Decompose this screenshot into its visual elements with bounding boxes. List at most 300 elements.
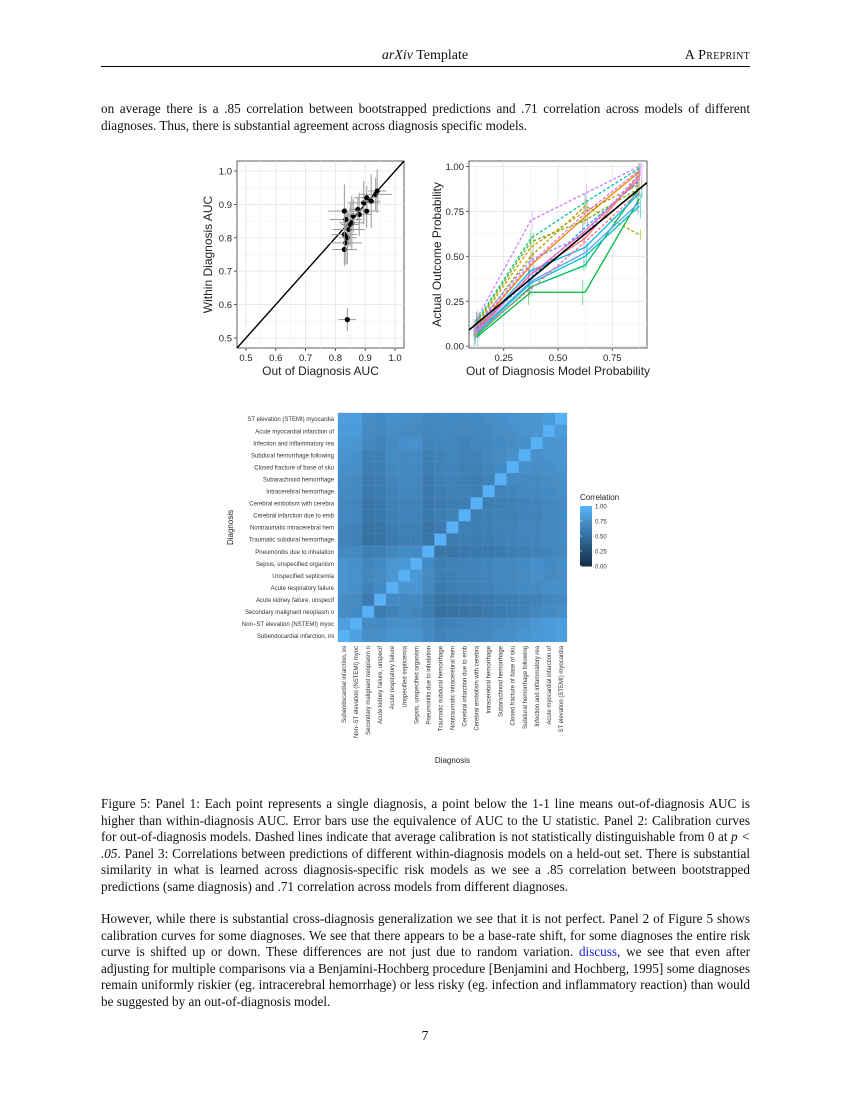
heatmap-cell	[483, 618, 495, 630]
heatmap-cell	[459, 606, 471, 618]
heatmap-row-label: Sepsis, unspecified organism	[255, 561, 334, 568]
heatmap-cell	[519, 534, 531, 546]
heatmap-cell	[446, 485, 458, 497]
heatmap-cell	[362, 461, 374, 473]
heatmap-row-label: Acute kidney failure, unspecif	[255, 597, 334, 604]
heatmap-cell	[398, 473, 410, 485]
panel1-x-tick-label: 0.9	[358, 353, 372, 364]
heatmap-cell	[446, 425, 458, 437]
heatmap-cell	[471, 473, 483, 485]
panel2-x-label: Out of Diagnosis Model Probability	[465, 364, 651, 378]
heatmap-cell	[446, 558, 458, 570]
heatmap-cell	[362, 558, 374, 570]
heatmap-cell	[350, 425, 362, 437]
panel1-y-tick-label: 0.7	[218, 266, 232, 278]
heatmap-cell	[507, 437, 519, 449]
heatmap-cell	[507, 558, 519, 570]
heatmap-cell	[422, 449, 434, 461]
heatmap-cell	[543, 521, 555, 533]
heatmap-cell	[410, 630, 422, 642]
heatmap-cell	[446, 473, 458, 485]
heatmap-cell	[495, 461, 507, 473]
heatmap-cell	[471, 606, 483, 618]
heatmap-cell	[386, 461, 398, 473]
heatmap-cell	[459, 509, 471, 521]
heatmap-cell	[531, 618, 543, 630]
heatmap-cell	[398, 425, 410, 437]
heatmap-cell	[422, 509, 434, 521]
heatmap-row-label: Secondary malignant neoplasm o	[244, 610, 334, 617]
heatmap-cell	[362, 509, 374, 521]
heatmap-cell	[531, 630, 543, 642]
heatmap-cell	[398, 534, 410, 546]
heatmap-cell	[374, 558, 386, 570]
heatmap-cell	[483, 509, 495, 521]
heatmap-cell	[398, 509, 410, 521]
heatmap-row-label: Infection and inflammatory rea	[253, 441, 334, 448]
heatmap-cell	[362, 425, 374, 437]
heatmap-cell	[543, 425, 555, 437]
heatmap-cell	[410, 546, 422, 558]
heatmap-col-label: Acute kidney failure, unspecif	[378, 645, 385, 724]
heatmap-cell	[471, 546, 483, 558]
heatmap-cell	[519, 497, 531, 509]
heatmap-row-label: Intracerebral hemorrhage	[266, 489, 334, 496]
heatmap-cell	[386, 618, 398, 630]
heatmap-cell	[507, 425, 519, 437]
heatmap-cell	[543, 630, 555, 642]
panel2-x-tick-label: 0.75	[603, 353, 622, 364]
heatmap-cell	[507, 413, 519, 425]
heatmap-cell	[483, 437, 495, 449]
heatmap-cell	[422, 521, 434, 533]
heatmap-cell	[543, 497, 555, 509]
panel1-x-tick-label: 1.0	[388, 353, 402, 364]
heatmap-cell	[398, 461, 410, 473]
heatmap-row-label: Cerebral embolism with cerebra	[249, 501, 334, 508]
panel2-y-tick-label: 0.50	[445, 251, 464, 263]
heatmap-cell	[374, 570, 386, 582]
heatmap-cell	[422, 606, 434, 618]
heatmap-cell	[483, 413, 495, 425]
heatmap-cell	[362, 485, 374, 497]
heatmap-cell	[507, 606, 519, 618]
heatmap-cell	[483, 449, 495, 461]
heatmap-cell	[495, 413, 507, 425]
heatmap-cell	[434, 413, 446, 425]
heatmap-col-label: Acute myocardial infarction of	[546, 645, 553, 725]
heatmap-cell	[410, 437, 422, 449]
heatmap-cell	[398, 570, 410, 582]
heatmap-cell	[446, 413, 458, 425]
heatmap-cell	[471, 630, 483, 642]
heatmap-col-label: Traumatic subdural hemorrhage	[438, 645, 445, 732]
heatmap-cell	[386, 449, 398, 461]
heatmap-col-label: Acute respiratory failure	[390, 645, 397, 710]
heatmap-cell	[531, 473, 543, 485]
heatmap-cell	[507, 570, 519, 582]
panel2-y-tick-label: 0.25	[445, 296, 464, 308]
heatmap-cell	[434, 582, 446, 594]
heatmap-cell	[555, 618, 567, 630]
heatmap-cell	[495, 606, 507, 618]
heatmap-cell	[495, 534, 507, 546]
heatmap-cell	[459, 437, 471, 449]
heatmap-cell	[338, 630, 350, 642]
heatmap-cell	[531, 606, 543, 618]
panel1-x-tick-label: 0.5	[239, 353, 253, 364]
heatmap-cell	[434, 521, 446, 533]
heatmap-cell	[507, 618, 519, 630]
heatmap-cell	[471, 413, 483, 425]
heatmap-cell	[374, 582, 386, 594]
heatmap-cell	[410, 582, 422, 594]
heatmap-cell	[410, 449, 422, 461]
heatmap-cell	[386, 546, 398, 558]
heatmap-cell	[374, 509, 386, 521]
heatmap-cell	[386, 534, 398, 546]
heatmap-cell	[555, 558, 567, 570]
heatmap-cell	[446, 534, 458, 546]
heatmap-cell	[543, 473, 555, 485]
heatmap-cell	[543, 546, 555, 558]
heatmap-cell	[386, 437, 398, 449]
heatmap-cell	[459, 570, 471, 582]
heatmap-cell	[555, 521, 567, 533]
heatmap-cell	[422, 461, 434, 473]
heatmap-cell	[350, 630, 362, 642]
panel1-y-tick-label: 0.8	[218, 233, 232, 245]
heatmap-col-label: Unspecified septicemia	[402, 645, 409, 708]
heatmap-cell	[471, 509, 483, 521]
heatmap-cell	[386, 570, 398, 582]
heatmap-cell	[374, 425, 386, 437]
heatmap-cell	[519, 606, 531, 618]
page-number: 7	[421, 1028, 429, 1043]
heatmap-cell	[398, 485, 410, 497]
heatmap-cell	[555, 413, 567, 425]
heatmap-cell	[410, 473, 422, 485]
legend-tick-label: 0.00	[595, 564, 607, 571]
heatmap-cell	[422, 594, 434, 606]
heatmap-cell	[374, 437, 386, 449]
heatmap-cell	[531, 413, 543, 425]
heatmap-cell	[495, 473, 507, 485]
heatmap-col-label: Closed fracture of base of sku	[510, 645, 517, 726]
heatmap-cell	[410, 425, 422, 437]
heatmap-cell	[519, 473, 531, 485]
heatmap-col-label: Cerebral infarction due to emb	[462, 645, 469, 727]
heatmap-cell	[555, 461, 567, 473]
heatmap-cell	[459, 425, 471, 437]
heatmap-cell	[338, 473, 350, 485]
heatmap-cell	[543, 582, 555, 594]
heatmap-y-label: Diagnosis	[226, 509, 235, 546]
heatmap-cell	[446, 594, 458, 606]
heatmap-cell	[483, 425, 495, 437]
heatmap-cell	[543, 449, 555, 461]
heatmap-cell	[543, 534, 555, 546]
heatmap-cell	[386, 509, 398, 521]
heatmap-cell	[543, 558, 555, 570]
heatmap-col-label: Subdural hemorrhage following	[522, 645, 529, 730]
heatmap-cell	[507, 485, 519, 497]
panel1-point	[375, 188, 380, 193]
heatmap-cell	[471, 582, 483, 594]
heatmap-cell	[495, 425, 507, 437]
heatmap-cell	[531, 558, 543, 570]
heatmap-cell	[459, 546, 471, 558]
heatmap-cell	[531, 521, 543, 533]
heatmap-cell	[543, 618, 555, 630]
heatmap-cell	[350, 546, 362, 558]
heatmap-cell	[543, 413, 555, 425]
heatmap-cell	[471, 534, 483, 546]
header-title-rest: Template	[412, 48, 469, 63]
heatmap-cell	[410, 485, 422, 497]
heatmap-cell	[483, 606, 495, 618]
heatmap-cell	[507, 546, 519, 558]
heatmap-cell	[338, 449, 350, 461]
heatmap-row-label: Cerebral infarction due to emb	[253, 513, 334, 520]
heatmap-cell	[422, 497, 434, 509]
heatmap-cell	[446, 582, 458, 594]
heatmap-cell	[362, 497, 374, 509]
heatmap-cell	[555, 509, 567, 521]
heatmap-cell	[410, 570, 422, 582]
heatmap-cell	[398, 449, 410, 461]
heatmap-cell	[338, 618, 350, 630]
panel1-x-tick-label: 0.8	[328, 353, 343, 364]
heatmap-col-label: Pneumonitis due to inhalation	[426, 645, 433, 725]
heatmap-col-label: Subendocardial infarction, ini	[342, 645, 349, 724]
heatmap-cell	[483, 546, 495, 558]
heatmap-cell	[555, 437, 567, 449]
heatmap-cell	[459, 534, 471, 546]
panel2-y-tick-label: 1.00	[445, 161, 464, 173]
heatmap-cell	[555, 485, 567, 497]
panel1-point	[364, 195, 369, 200]
heatmap-cell	[338, 485, 350, 497]
heatmap-cell	[446, 606, 458, 618]
heatmap-cell	[410, 497, 422, 509]
heatmap-col-label: Intracerebral hemorrhage	[486, 645, 493, 714]
heatmap-cell	[338, 461, 350, 473]
panel2-x-tick-label: 0.50	[548, 353, 568, 364]
heatmap-cell	[459, 594, 471, 606]
heatmap-cell	[507, 594, 519, 606]
body-paragraph	[101, 911, 750, 1010]
heatmap-cell	[362, 437, 374, 449]
heatmap-cell	[471, 425, 483, 437]
figure-caption	[101, 796, 750, 895]
heatmap-cell	[471, 497, 483, 509]
heatmap-cell	[446, 449, 458, 461]
heatmap-cell	[374, 606, 386, 618]
heatmap-cell	[531, 546, 543, 558]
heatmap-cell	[434, 570, 446, 582]
heatmap-cell	[459, 497, 471, 509]
heatmap-cell	[422, 425, 434, 437]
heatmap-cell	[350, 570, 362, 582]
heatmap-cell	[507, 534, 519, 546]
heatmap-cell	[434, 594, 446, 606]
heatmap-cell	[531, 570, 543, 582]
heatmap-col-label: Non−ST elevation (NSTEMI) myoc	[354, 645, 361, 739]
heatmap-cell	[471, 594, 483, 606]
heatmap-cell	[398, 546, 410, 558]
heatmap-cell	[374, 521, 386, 533]
heatmap-cell	[350, 461, 362, 473]
heatmap-cell	[362, 606, 374, 618]
heatmap-cell	[555, 594, 567, 606]
panel1-y-tick-label: 0.6	[218, 300, 232, 312]
heatmap-cell	[434, 473, 446, 485]
caption-part1: Figure 5: Panel 1: Each point represents a single diagnosis, a point below the 1-1 line means out-of-diagnosis AUC is higher than within-diagnosis AUC. Error bars use the equivalence of AUC to the U statistic. Panel 2: Calibration curves for out-of-diagnosis models. Dashed lines indicate that average calibration is not statistically distinguishable from 0 at	[101, 796, 750, 844]
heatmap-cell	[555, 534, 567, 546]
heatmap-cell	[422, 582, 434, 594]
heatmap-cell	[386, 473, 398, 485]
heatmap-cell	[362, 582, 374, 594]
heatmap-cell	[350, 473, 362, 485]
heatmap-cell	[507, 497, 519, 509]
heatmap-cell	[434, 534, 446, 546]
heatmap-row-label: ST elevation (STEMI) myocardia	[247, 417, 334, 424]
heatmap-cell	[374, 485, 386, 497]
discuss-link[interactable]: discuss	[578, 944, 618, 959]
heatmap-col-label: Nontraumatic intracerebral hem	[450, 645, 457, 730]
heatmap-cell	[434, 546, 446, 558]
heatmap-cell	[386, 558, 398, 570]
heatmap-cell	[398, 618, 410, 630]
heatmap-cell	[519, 521, 531, 533]
heatmap-cell	[350, 497, 362, 509]
heatmap-cell	[483, 473, 495, 485]
heatmap-cell	[350, 485, 362, 497]
heatmap-cell	[519, 461, 531, 473]
heatmap-cell	[350, 521, 362, 533]
heatmap-cell	[519, 546, 531, 558]
heatmap-row-label: Subdural hemorrhage following	[250, 453, 334, 460]
heatmap-cell	[422, 618, 434, 630]
panel1-y-label: Within Diagnosis AUC	[201, 195, 215, 314]
heatmap-cell	[410, 618, 422, 630]
heatmap-col-label: Secondary malignant neoplasm o	[366, 645, 373, 736]
heatmap-cell	[483, 521, 495, 533]
heatmap-cell	[483, 534, 495, 546]
heatmap-cell	[374, 546, 386, 558]
heatmap-cell	[386, 606, 398, 618]
heatmap-cell	[338, 546, 350, 558]
running-header-right: A Preprint	[684, 48, 750, 63]
heatmap-cell	[507, 461, 519, 473]
heatmap-cell	[483, 570, 495, 582]
heatmap-cell	[519, 437, 531, 449]
heatmap-cell	[422, 473, 434, 485]
heatmap-cell	[434, 618, 446, 630]
legend-tick-label: 0.50	[595, 534, 607, 541]
heatmap-cell	[338, 497, 350, 509]
panel1-y-tick-label: 0.9	[218, 199, 232, 211]
heatmap-cell	[374, 630, 386, 642]
heatmap-cell	[398, 558, 410, 570]
heatmap-cell	[471, 558, 483, 570]
heatmap-cell	[495, 582, 507, 594]
heatmap-cell	[362, 594, 374, 606]
heatmap-cell	[386, 521, 398, 533]
heatmap-cell	[362, 630, 374, 642]
panel2-x-tick-label: 0.25	[494, 353, 513, 364]
heatmap-cell	[350, 618, 362, 630]
heatmap-cell	[338, 570, 350, 582]
heatmap-cell	[555, 606, 567, 618]
heatmap-cell	[555, 582, 567, 594]
heatmap-cell	[519, 509, 531, 521]
heatmap-cell	[471, 449, 483, 461]
panel1-point	[345, 317, 350, 322]
heatmap-cell	[459, 630, 471, 642]
heatmap-cell	[495, 570, 507, 582]
panel1-point	[342, 208, 347, 213]
heatmap-cell	[422, 534, 434, 546]
heatmap-cell	[398, 606, 410, 618]
heatmap-cell	[398, 521, 410, 533]
heatmap-cell	[446, 497, 458, 509]
heatmap-cell	[434, 425, 446, 437]
heatmap-cell	[531, 437, 543, 449]
heatmap-cell	[471, 521, 483, 533]
heatmap-cell	[434, 437, 446, 449]
heatmap-cell	[543, 570, 555, 582]
heatmap-cell	[362, 618, 374, 630]
heatmap-cell	[519, 630, 531, 642]
heatmap-cell	[410, 461, 422, 473]
heatmap-cell	[338, 534, 350, 546]
panel1-x-tick-label: 0.7	[298, 353, 313, 364]
heatmap-cell	[434, 485, 446, 497]
heatmap-cell	[531, 449, 543, 461]
heatmap-row-label: Closed fracture of base of sku	[254, 465, 334, 472]
heatmap-row-label: Acute myocardial infarction of	[255, 429, 334, 436]
heatmap-cell	[483, 461, 495, 473]
heatmap-row-label: Traumatic subdural hemorrhage	[248, 537, 334, 544]
heatmap-cell	[471, 437, 483, 449]
heatmap-cell	[519, 449, 531, 461]
heatmap-cell	[519, 485, 531, 497]
heatmap-cell	[483, 497, 495, 509]
heatmap-col-label: Subarachnoid hemorrhage	[498, 645, 505, 718]
heatmap-cell	[507, 509, 519, 521]
heatmap-cell	[459, 461, 471, 473]
heatmap-cell	[434, 449, 446, 461]
heatmap-cell	[446, 521, 458, 533]
heatmap-cell	[459, 413, 471, 425]
heatmap-cell	[374, 449, 386, 461]
heatmap-col-label: Infection and inflammatory rea	[534, 645, 541, 727]
heatmap-cell	[459, 582, 471, 594]
heatmap-cell	[350, 534, 362, 546]
heatmap-row-label: Pneumonitis due to inhalation	[255, 549, 334, 556]
heatmap-cell	[519, 570, 531, 582]
heatmap-cell	[434, 606, 446, 618]
heatmap-cell	[434, 509, 446, 521]
heatmap-cell	[495, 594, 507, 606]
heatmap-row-label: Nontraumatic intracerebral hem	[249, 525, 334, 532]
heatmap-cell	[350, 509, 362, 521]
heatmap-cell	[398, 594, 410, 606]
heatmap-cell	[374, 618, 386, 630]
heatmap-cell	[338, 437, 350, 449]
